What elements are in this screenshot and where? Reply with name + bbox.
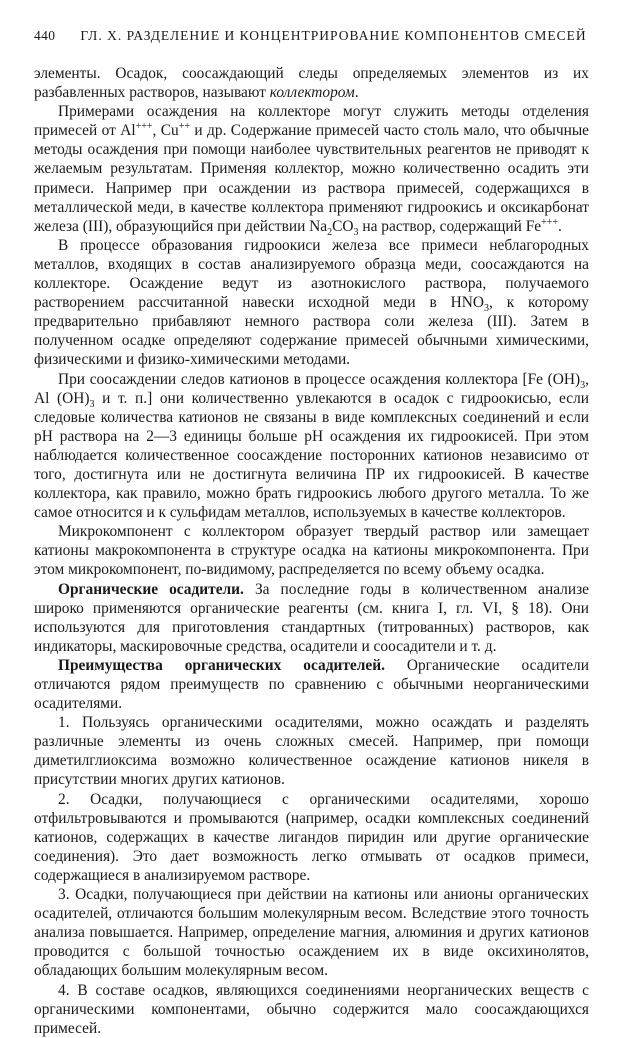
paragraph-collector-examples xyxy=(34,102,589,236)
list-item-1: 1. Пользуясь органическими осадителями, можно осаждать и разделять различные элементы из очень сложных смесей. Например, при помощи диметилглиоксима возможно количественное осаждение катионов никеля в присутствии многих других катионов. xyxy=(34,714,589,789)
superscript: ++ xyxy=(178,121,191,133)
paragraph-organic-precipitants xyxy=(34,580,589,656)
term-collector: коллектором xyxy=(269,84,355,102)
subscript: 3 xyxy=(580,379,586,391)
list-item-4: 4. В составе осадков, являющихся соединениями неорганических веществ с органическими компонентами, обычно содержится мало соосаждающихся примесей. xyxy=(34,981,589,1037)
section-title-advantages: Преимущества органических осадителей. xyxy=(58,656,385,674)
subscript: 3 xyxy=(89,398,95,410)
text-run: , Cu xyxy=(152,122,179,140)
subscript: 2 xyxy=(327,226,333,238)
paragraph-cation-coprecipitation xyxy=(34,370,589,523)
text-run: и т. п.] они количественно увлекаются в осадок с гидроокисью, если следовые количества катионов не связаны в виде комплексных соединений и если pH раствора на 2—3 единицы больше pH осаждения их гидроокисей. При этом наблюдается количественное соосаждение посторонних катионов независимо от того, достигнута или не достигнута величина ПР их гидроокисей. В качестве коллектора, как правило, можно брать гидроокись любого другого металла. То же самое относится и к сульфидам металлов, используемых в качестве коллекторов. xyxy=(34,389,590,522)
text-run: , Al (OH) xyxy=(34,370,589,407)
page-header xyxy=(34,28,589,50)
list-item-3: 3. Осадки, получающиеся при действии на катионы или анионы органических осадителей, отличаются большим молекулярным весом. Вследствие этого точность анализа повышается. Например, определение магния, алюминия и других катионов проводится с большой точностью осаждением их в виде оксихинолятов, обладающих большим молекулярным весом. xyxy=(34,886,589,980)
text-run: . xyxy=(558,217,562,235)
subscript: 3 xyxy=(353,226,359,238)
text-run: CO xyxy=(332,217,354,235)
subscript: 3 xyxy=(483,303,489,315)
paragraph-iron-hydroxide xyxy=(34,236,589,370)
text-run: Примерами осаждения на коллекторе могут служить методы отделения примесей от Al xyxy=(34,103,589,140)
section-title-organic-precipitants: Органические осадители. xyxy=(58,580,244,598)
text-run: При соосаждении следов катионов в процессе осаждения коллектора [Fe (OH) xyxy=(58,370,581,388)
text-run: Органические осадители отличаются рядом преимуществ по сравнению с обычными неорганическими осадителями. xyxy=(34,656,589,713)
text-run: элементы. Осадок, соосаждающий следы определяемых элементов из их разбавленных растворов, называют xyxy=(34,65,589,102)
text-run: на раствор, содержащий Fe xyxy=(358,217,542,235)
text-run: , к которому предварительно прибавляют немного раствора соли железа (III). Затем в полученном осадке определяют содержание примесей обычными химическими, физическими и физико-химическими методами. xyxy=(34,294,589,369)
text-run: За последние годы в количественном анализе широко применяются органические реагенты (см. книга I, гл. VI, § 18). Они используются для приготовления стандартных (титрованных) растворов, как индикаторы, маскировочные средства, осадители и соосадители и т. д. xyxy=(34,580,590,655)
page-number: 440 xyxy=(34,28,56,43)
paragraph-advantages xyxy=(34,656,589,713)
text-run: . xyxy=(354,84,359,102)
paragraph-microcomponent: Микрокомпонент с коллектором образует твердый раствор или замещает катионы макрокомпонента в структуре осадка на катионы микрокомпонента. При этом микрокомпонент, по-видимому, распределяется по всему объему осадка. xyxy=(34,523,589,579)
superscript: +++ xyxy=(135,121,153,133)
text-run: и др. Содержание примесей часто столь мало, что обычные методы осаждения при помощи наиболее чувствительных реагентов не приводят к желаемым результатам. Применяя коллектор, можно количественно осадить эти примеси. Например при осаждении из раствора примесей, содержащихся в металлической меди, в качестве коллектора применяют гидроокись и оксикарбонат железа (III), образующийся при действии Na xyxy=(34,122,589,235)
superscript: +++ xyxy=(541,216,559,228)
paragraph-collector-definition xyxy=(34,64,589,102)
list-item-2: 2. Осадки, получающиеся с органическими осадителями, хорошо отфильтровываются и промываются (например, осадки комплексных соединений катионов, содержащих в качестве лигандов пиридин или другие органические соединения). Это дает возможность легко отмывать от осадков примеси, содержащиеся в анализируемом растворе. xyxy=(34,790,589,884)
text-run: В процессе образования гидроокиси железа все примеси неблагородных металлов, входящих в состав анализируемого образца меди, соосаждаются на коллекторе. Осаждение ведут из азотнокислого раствора, получаемого растворением рассчитанной навески исходной меди в HNO xyxy=(34,236,589,312)
running-head: ГЛ. X. РАЗДЕЛЕНИЕ И КОНЦЕНТРИРОВАНИЕ КОМПОНЕНТОВ СМЕСЕЙ xyxy=(80,28,587,43)
body-text xyxy=(34,64,589,1038)
